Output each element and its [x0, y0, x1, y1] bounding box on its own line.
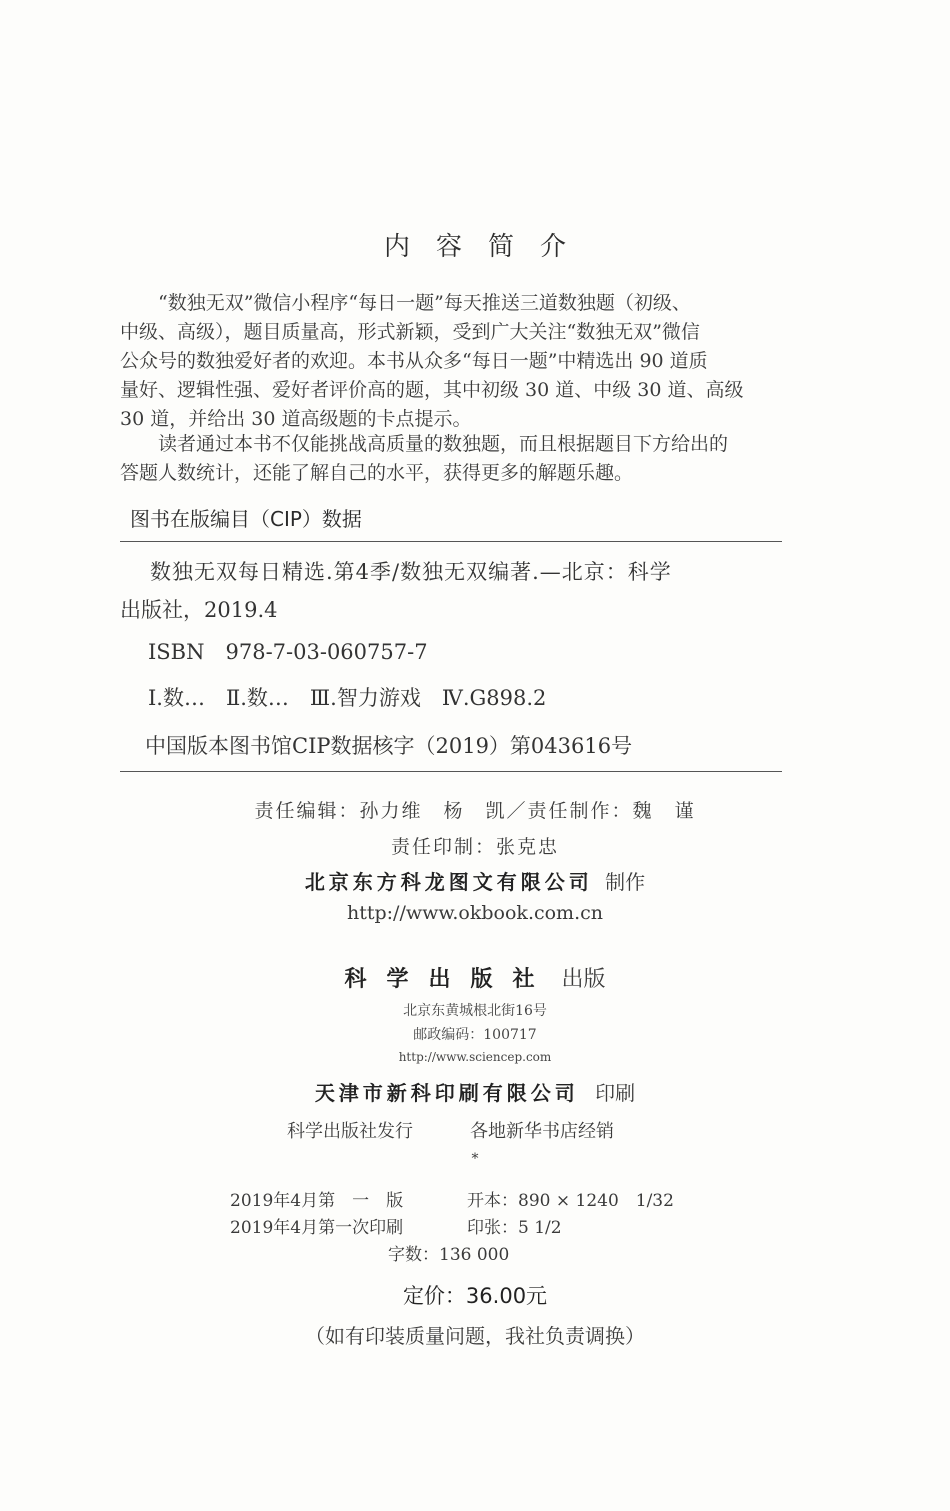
cip-isbn: ISBN 978-7-03-060757-7 — [148, 640, 428, 664]
printing-line: 2019年4月第一次印刷 — [230, 1218, 404, 1238]
edition-line: 2019年4月第 一 版 — [230, 1191, 404, 1211]
producer-line — [0, 866, 950, 895]
cip-bottom-rule — [120, 771, 782, 772]
distribution-left: 科学出版社发行 — [287, 1121, 413, 1142]
printer-role: 印刷 — [595, 1081, 636, 1105]
intro-line: “数独无双”微信小程序“每日一题”每天推送三道数独题（初级、 — [158, 292, 691, 314]
intro-line: 量好、逻辑性强、爱好者评价高的题，其中初级 30 道、中级 30 道、高级 — [120, 379, 744, 401]
separator-asterisk: * — [471, 1151, 479, 1167]
publisher-address: 北京东黄城根北街16号 — [403, 1003, 547, 1019]
publisher-url: http://www.sciencep.com — [398, 1050, 552, 1064]
cip-top-rule — [120, 541, 782, 542]
printer-name: 天津市新科印刷有限公司 — [314, 1081, 579, 1105]
printing-supervisor: 责任印制：张克忠 — [390, 836, 559, 858]
intro-line: 30 道，并给出 30 道高级题的卡点提示。 — [120, 408, 472, 430]
price: 定价：36.00元 — [402, 1284, 548, 1308]
intro-line: 答题人数统计，还能了解自己的水平，获得更多的解题乐趣。 — [120, 462, 634, 484]
cip-heading: 图书在版编目（CIP）数据 — [130, 507, 362, 531]
printed-sheets: 印张：5 1/2 — [467, 1218, 562, 1238]
publisher-name: 科学出版社 — [344, 966, 555, 992]
publisher-role: 出版 — [561, 967, 606, 992]
producer-url: http://www.okbook.com.cn — [346, 902, 603, 924]
distribution-right: 各地新华书店经销 — [470, 1121, 614, 1142]
publisher-line — [0, 962, 950, 993]
quality-notice: （如有印装质量问题，我社负责调换） — [305, 1324, 645, 1348]
intro-paragraph-1 — [120, 289, 785, 434]
cip-classification: Ⅰ.数… Ⅱ.数… Ⅲ.智力游戏 Ⅳ.G898.2 — [148, 686, 547, 710]
cip-title-line: 数独无双每日精选.第4季/数独无双编著.—北京：科学 — [150, 560, 672, 584]
book-format: 开本：890 × 1240 1/32 — [467, 1191, 674, 1211]
word-count: 字数：136 000 — [388, 1245, 510, 1265]
producer-name: 北京东方科龙图文有限公司 — [304, 870, 593, 894]
publisher-postcode: 邮政编码：100717 — [413, 1027, 537, 1043]
page-title: 内容简介 — [383, 232, 592, 262]
producer-role: 制作 — [605, 870, 646, 894]
intro-paragraph-2 — [120, 430, 785, 488]
intro-line: 中级、高级），题目质量高，形式新颖，受到广大关注“数独无双”微信 — [120, 321, 700, 343]
cip-publisher-line: 出版社，2019.4 — [120, 598, 278, 622]
printer-line — [0, 1077, 950, 1106]
responsible-editors: 责任编辑：孙力维 杨 凯／责任制作：魏 谨 — [254, 800, 696, 822]
cip-number: 中国版本图书馆CIP数据核字（2019）第043616号 — [145, 734, 633, 758]
intro-line: 读者通过本书不仅能挑战高质量的数独题，而且根据题目下方给出的 — [158, 433, 729, 455]
intro-line: 公众号的数独爱好者的欢迎。本书从众多“每日一题”中精选出 90 道质 — [120, 350, 708, 372]
